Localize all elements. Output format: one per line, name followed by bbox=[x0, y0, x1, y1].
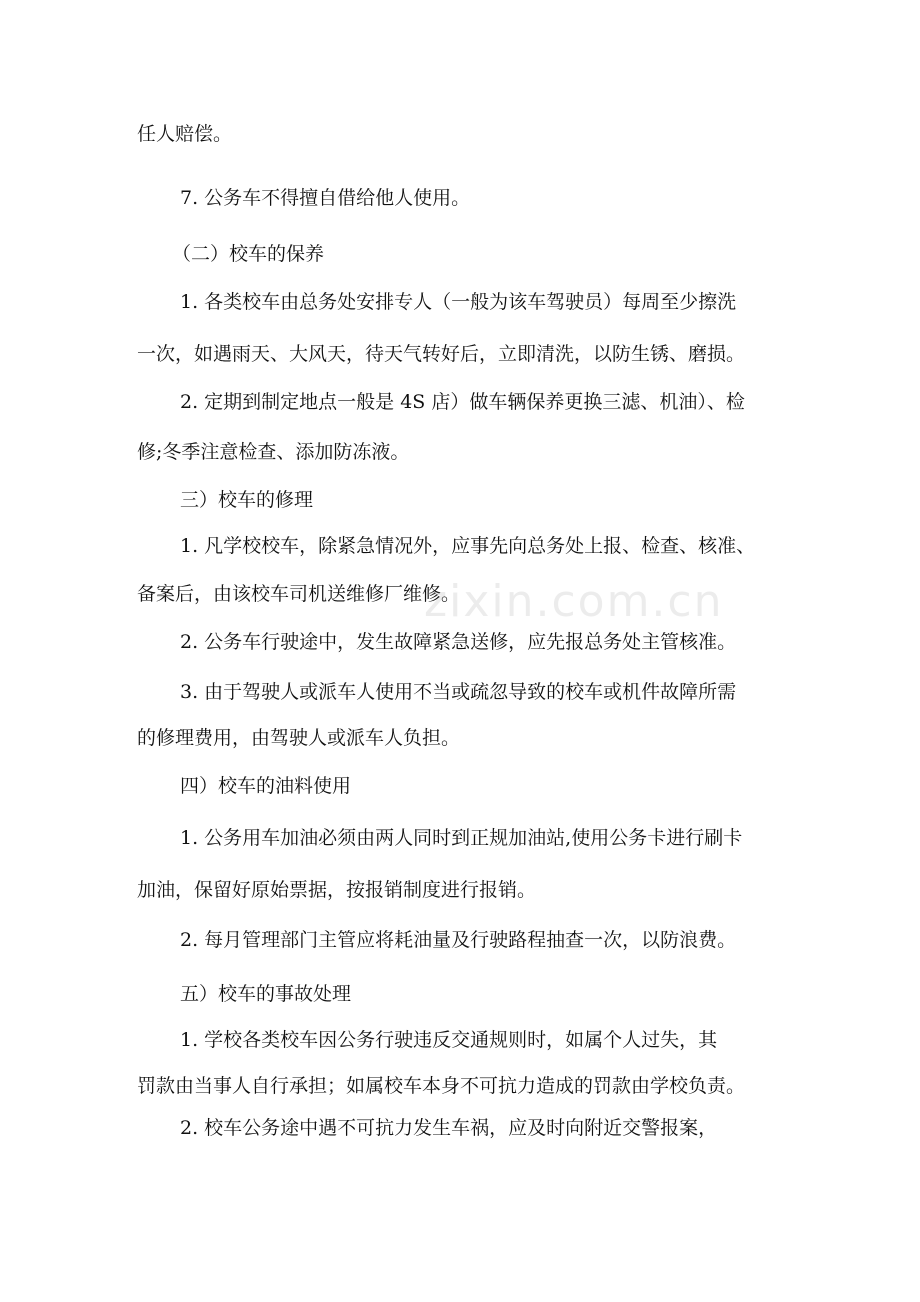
text-line: 2. 公务车行驶途中，发生故障紧急送修，应先报总务处主管核准。 bbox=[180, 631, 737, 653]
text-line: 罚款由当事人自行承担；如属校车本身不可抗力造成的罚款由学校负责。 bbox=[137, 1075, 746, 1097]
watermark: zixin.com.cn bbox=[424, 576, 724, 627]
text-line: 7. 公务车不得擅自借给他人使用。 bbox=[180, 187, 471, 209]
text-line: 修;冬季注意检查、添加防冻液。 bbox=[137, 441, 410, 463]
text-line: 3. 由于驾驶人或派车人使用不当或疏忽导致的校车或机件故障所需 bbox=[180, 681, 737, 703]
text-line: 1. 公务用车加油必须由两人同时到正规加油站,使用公务卡进行刷卡 bbox=[180, 827, 743, 849]
text-line: 备案后，由该校车司机送维修厂维修。 bbox=[137, 583, 461, 605]
text-line: 任人赔偿。 bbox=[137, 123, 233, 145]
text-line: 的修理费用，由驾驶人或派车人负担。 bbox=[137, 727, 461, 749]
text-line: 1. 凡学校校车，除紧急情况外，应事先向总务处上报、检查、核准、 bbox=[180, 535, 756, 557]
section-heading: 三）校车的修理 bbox=[180, 489, 314, 511]
text-line: 加油，保留好原始票据，按报销制度进行报销。 bbox=[137, 879, 537, 901]
text-line: 2. 校车公务途中遇不可抗力发生车祸，应及时向附近交警报案， bbox=[180, 1117, 718, 1139]
section-heading: （二）校车的保养 bbox=[172, 243, 325, 265]
section-heading: 四）校车的油料使用 bbox=[180, 775, 352, 797]
text-line: 1. 各类校车由总务处安排专人（一般为该车驾驶员）每周至少擦洗 bbox=[180, 291, 737, 313]
text-line: 一次，如遇雨天、大风天，待天气转好后，立即清洗，以防生锈、磨损。 bbox=[137, 343, 746, 365]
text-line: 2. 定期到制定地点一般是 4S 店）做车辆保养更换三滤、机油）、检 bbox=[180, 391, 745, 413]
section-heading: 五）校车的事故处理 bbox=[180, 983, 352, 1005]
text-line: 2. 每月管理部门主管应将耗油量及行驶路程抽查一次，以防浪费。 bbox=[180, 929, 737, 951]
text-line: 1. 学校各类校车因公务行驶违反交通规则时，如属个人过失，其 bbox=[180, 1029, 718, 1051]
